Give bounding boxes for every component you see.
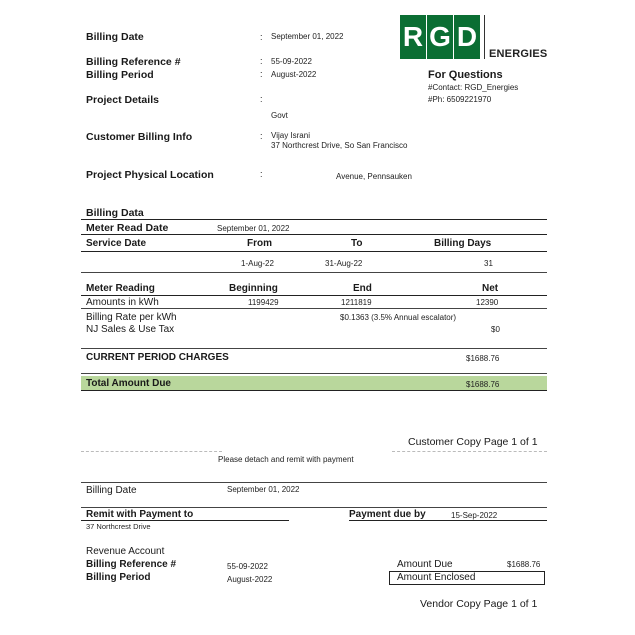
billing-period-label: Billing Period (86, 69, 154, 81)
billing-rate-label: Billing Rate per kWh (86, 312, 177, 323)
remit-billing-reference-value: 55-09-2022 (227, 562, 268, 571)
amount-due-value: $1688.76 (507, 560, 541, 569)
billing-data-title: Billing Data (86, 207, 144, 219)
net-header: Net (482, 283, 499, 294)
divider (81, 234, 547, 235)
service-from-value: 1-Aug-22 (241, 259, 274, 268)
remit-billing-date-value: September 01, 2022 (227, 485, 300, 494)
payment-due-label: Payment due by (349, 509, 426, 520)
divider (81, 308, 547, 309)
meter-reading-label: Meter Reading (86, 283, 155, 294)
beginning-value: 1199429 (248, 298, 279, 307)
divider (81, 373, 547, 374)
meter-read-date-label: Meter Read Date (86, 222, 169, 234)
customer-copy-label: Customer Copy Page 1 of 1 (408, 436, 538, 448)
colon: : (260, 32, 263, 42)
total-amount-due-label: Total Amount Due (86, 378, 171, 389)
logo-divider (484, 15, 485, 59)
end-value: 1211819 (341, 298, 372, 307)
current-period-charges-value: $1688.76 (466, 354, 500, 363)
logo-letter-r: R (400, 15, 426, 59)
total-amount-due-value: $1688.76 (466, 380, 500, 389)
customer-name: Vijay Israni (271, 131, 310, 140)
revenue-account-label: Revenue Account (86, 546, 165, 557)
remit-billing-period-value: August-2022 (227, 575, 273, 584)
customer-address: 37 Northcrest Drive, So San Francisco (271, 141, 408, 150)
remit-billing-period-label: Billing Period (86, 572, 151, 583)
divider (81, 219, 547, 220)
remit-billing-reference-label: Billing Reference # (86, 559, 177, 570)
billing-reference-value: 55-09-2022 (271, 57, 312, 66)
current-period-charges-label: CURRENT PERIOD CHARGES (86, 352, 229, 363)
nj-tax-label: NJ Sales & Use Tax (86, 324, 175, 335)
detach-line (81, 451, 222, 452)
divider (81, 251, 547, 252)
billing-days-value: 31 (484, 259, 493, 268)
amounts-kwh-label: Amounts in kWh (86, 297, 159, 308)
nj-tax-value: $0 (491, 325, 500, 334)
billing-date-label: Billing Date (86, 31, 144, 43)
vendor-copy-label: Vendor Copy Page 1 of 1 (420, 598, 538, 610)
divider (81, 520, 289, 521)
service-to-header: To (351, 238, 363, 249)
questions-contact: #Contact: RGD_Energies (428, 83, 519, 92)
remit-billing-date-label: Billing Date (86, 485, 137, 496)
project-details-value: Govt (271, 111, 288, 120)
divider (81, 348, 547, 349)
project-location-label: Project Physical Location (86, 169, 214, 181)
meter-read-date-value: September 01, 2022 (217, 224, 290, 233)
billing-date-value: September 01, 2022 (271, 32, 344, 41)
service-from-header: From (247, 238, 272, 249)
project-location-value: Avenue, Pennsauken (336, 172, 412, 181)
beginning-header: Beginning (229, 283, 278, 294)
remit-address: 37 Northcrest Drive (86, 522, 151, 531)
logo-letter-d: D (454, 15, 480, 59)
service-to-value: 31-Aug-22 (325, 259, 363, 268)
questions-phone: #Ph: 6509221970 (428, 95, 492, 104)
project-details-label: Project Details (86, 94, 159, 106)
amount-due-label: Amount Due (397, 559, 453, 570)
divider (349, 520, 547, 521)
colon: : (260, 169, 263, 179)
payment-due-value: 15-Sep-2022 (451, 511, 498, 520)
service-date-label: Service Date (86, 238, 147, 249)
detach-line (392, 451, 547, 452)
detach-instruction: Please detach and remit with payment (218, 455, 354, 464)
billing-rate-value: $0.1363 (3.5% Annual escalator) (340, 313, 457, 322)
divider (81, 295, 547, 296)
billing-reference-label: Billing Reference # (86, 56, 181, 68)
colon: : (260, 131, 263, 141)
divider (81, 482, 547, 483)
logo-word: ENERGIES (489, 48, 548, 60)
remit-to-label: Remit with Payment to (86, 509, 194, 520)
colon: : (260, 69, 263, 79)
end-header: End (353, 283, 372, 294)
colon: : (260, 94, 263, 104)
net-value: 12390 (476, 298, 499, 307)
amount-enclosed-label: Amount Enclosed (397, 572, 476, 583)
questions-title: For Questions (428, 69, 503, 81)
divider (81, 272, 547, 273)
customer-billing-info-label: Customer Billing Info (86, 131, 193, 143)
billing-period-value: August-2022 (271, 70, 317, 79)
billing-days-header: Billing Days (434, 238, 492, 249)
divider (81, 507, 547, 508)
colon: : (260, 56, 263, 66)
logo-letter-g: G (427, 15, 453, 59)
